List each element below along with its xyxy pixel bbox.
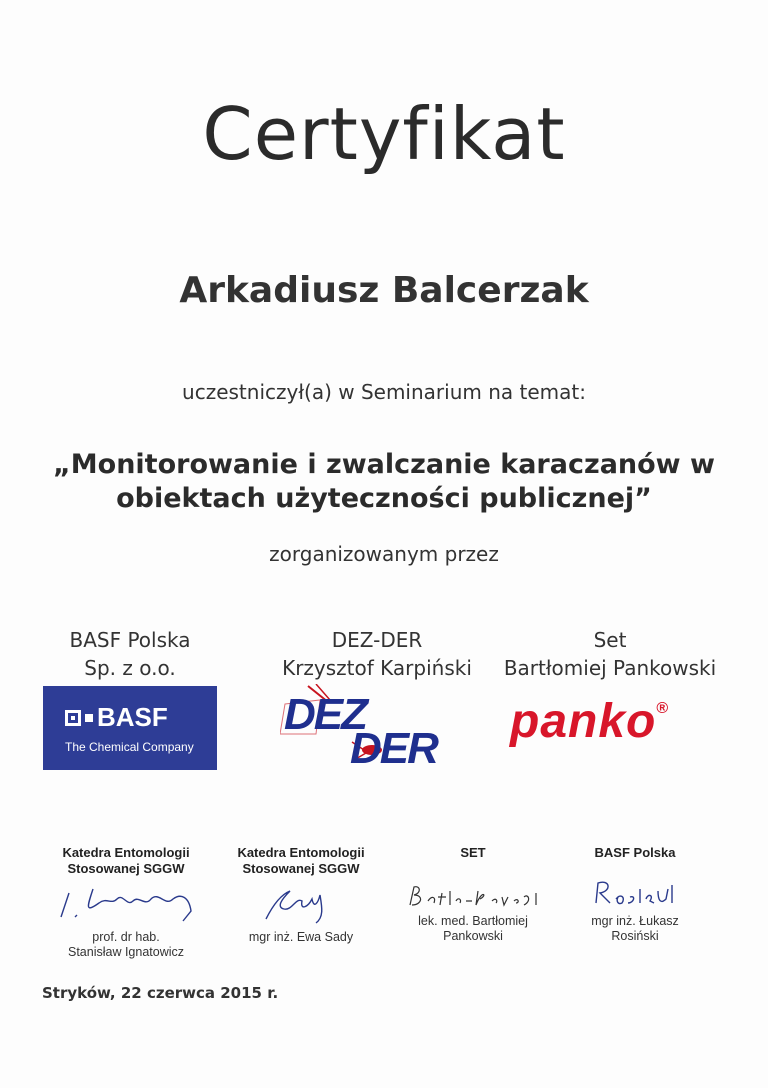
signatory-institution <box>216 845 386 877</box>
dezder-logo-dez: DEZ <box>284 690 366 739</box>
basf-square-icon <box>65 710 81 726</box>
signatory-name: Stanisław Ignatowicz <box>67 945 185 959</box>
basf-logo-tagline: The Chemical Company <box>65 740 194 754</box>
dezder-logo-der: DER <box>350 724 437 773</box>
signatory-institution <box>550 845 720 861</box>
signatory-name: Pankowski <box>443 929 503 943</box>
organized-by-text: zorganizowanym przez <box>269 542 499 566</box>
signatory-ignatowicz <box>41 845 211 960</box>
organizer-name: DEZ-DER <box>331 628 423 652</box>
organizer-set <box>490 626 730 682</box>
signatory-pankowski <box>388 845 558 944</box>
organizer-dezder <box>257 626 497 682</box>
signatory-sady <box>216 845 386 945</box>
organizer-subname: Sp. z o.o. <box>84 656 176 680</box>
organizer-subname: Bartłomiej Pankowski <box>503 656 717 680</box>
signatory-institution-line1: Katedra Entomologii <box>62 845 190 860</box>
signatory-institution-line1: SET <box>460 845 486 860</box>
organizer-basf <box>10 626 250 682</box>
basf-dot-icon <box>85 714 93 722</box>
certificate-title: Certyfikat <box>202 92 566 176</box>
signatory-title: lek. med. Bartłomiej <box>418 914 528 928</box>
signatory-institution <box>41 845 211 877</box>
place-and-date: Stryków, 22 czerwca 2015 r. <box>42 984 279 1002</box>
signatory-title: prof. dr hab. <box>92 930 160 944</box>
registered-mark: ® <box>656 700 670 717</box>
signatory-name: Rosiński <box>611 929 659 943</box>
signatory-institution-line1: Katedra Entomologii <box>237 845 365 860</box>
organizer-subname: Krzysztof Karpiński <box>282 656 472 680</box>
signature-image <box>41 877 211 925</box>
signatory-name: mgr inż. Ewa Sady <box>248 930 354 944</box>
dezder-logo <box>280 684 470 776</box>
signatory-institution-line2: Stosowanej SGGW <box>67 861 185 876</box>
signatory-rosinski <box>550 845 720 944</box>
basf-logo-word: BASF <box>97 702 168 732</box>
seminar-topic <box>0 448 768 516</box>
signature-image <box>388 861 558 909</box>
organizer-name: Set <box>593 628 627 652</box>
organizer-name: BASF Polska <box>69 628 191 652</box>
signatory-institution-line2: Stosowanej SGGW <box>242 861 360 876</box>
participation-text: uczestniczył(a) w Seminarium na temat: <box>182 380 586 404</box>
signature-image <box>216 877 386 925</box>
signatory-institution <box>388 845 558 861</box>
basf-logo <box>43 686 217 770</box>
panko-logo-word: panko <box>510 695 657 748</box>
seminar-topic-line2: obiektach użyteczności publicznej” <box>116 483 652 514</box>
signature-image <box>550 861 720 909</box>
recipient-name: Arkadiusz Balcerzak <box>179 270 589 311</box>
signatory-institution-line1: BASF Polska <box>594 845 676 860</box>
signatory-title: mgr inż. Łukasz <box>591 914 679 928</box>
seminar-topic-line1: „Monitorowanie i zwalczanie karaczanów w <box>53 449 715 480</box>
panko-logo <box>510 694 669 749</box>
